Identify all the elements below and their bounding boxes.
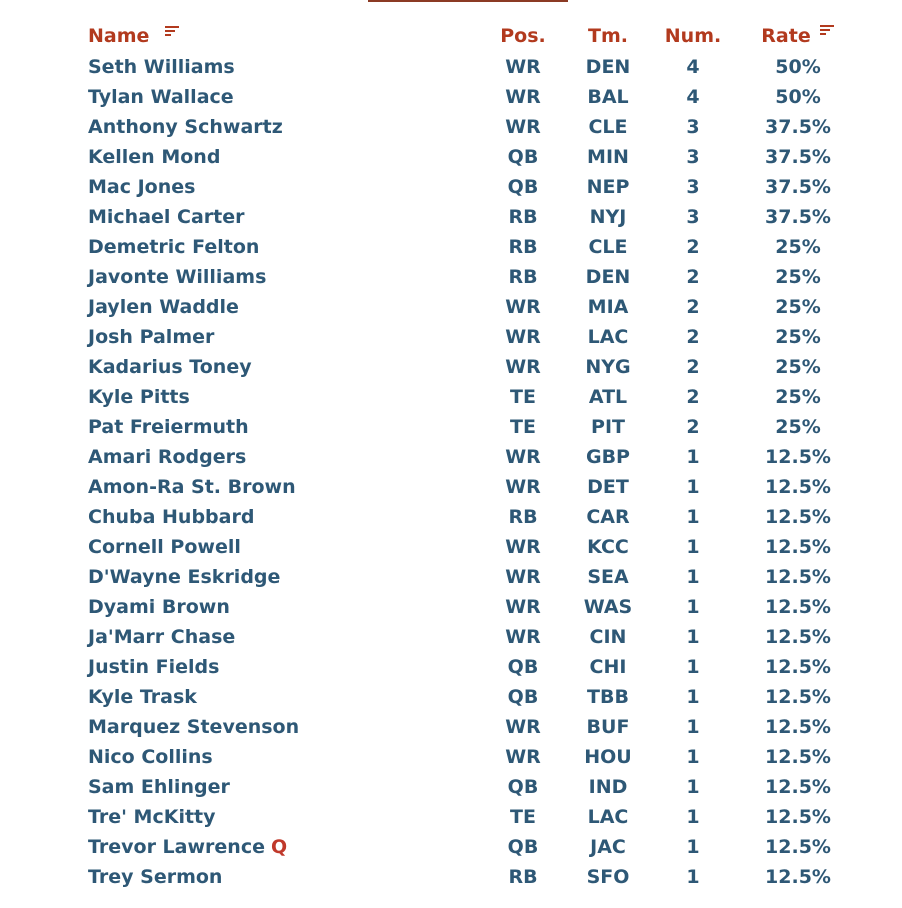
position-cell: RB <box>508 266 538 288</box>
rate-cell: 12.5% <box>765 776 831 798</box>
position-cell: TE <box>510 416 536 438</box>
count-cell: 1 <box>686 686 700 708</box>
table-row[interactable] <box>78 772 858 802</box>
player-name[interactable]: Anthony Schwartz <box>88 116 283 138</box>
player-name[interactable]: Kadarius Toney <box>88 356 252 378</box>
table-body <box>78 52 858 892</box>
count-cell: 1 <box>686 806 700 828</box>
team-cell: CAR <box>586 506 630 528</box>
rate-cell: 25% <box>775 326 821 348</box>
position-cell: RB <box>508 236 538 258</box>
position-cell: WR <box>505 476 541 498</box>
player-name-cell <box>78 532 478 562</box>
count-cell: 2 <box>686 326 700 348</box>
player-name[interactable]: Chuba Hubbard <box>88 506 255 528</box>
team-cell: PIT <box>591 416 625 438</box>
position-cell: WR <box>505 296 541 318</box>
table-row[interactable] <box>78 112 858 142</box>
count-cell: 3 <box>686 116 700 138</box>
rate-cell: 25% <box>775 386 821 408</box>
team-cell: SFO <box>586 866 630 888</box>
count-cell: 1 <box>686 716 700 738</box>
team-cell: MIA <box>587 296 629 318</box>
team-cell: CLE <box>588 116 628 138</box>
rate-cell: 25% <box>775 356 821 378</box>
count-cell: 1 <box>686 476 700 498</box>
column-header-name[interactable] <box>78 20 478 52</box>
sort-descending-icon[interactable] <box>164 25 180 37</box>
player-name[interactable]: Cornell Powell <box>88 536 241 558</box>
count-cell: 2 <box>686 356 700 378</box>
rate-cell: 12.5% <box>765 806 831 828</box>
table-row[interactable] <box>78 412 858 442</box>
table-row[interactable] <box>78 742 858 772</box>
player-name[interactable]: Demetric Felton <box>88 236 260 258</box>
count-cell: 2 <box>686 416 700 438</box>
rate-cell: 37.5% <box>765 146 831 168</box>
table-row[interactable] <box>78 592 858 622</box>
position-cell: WR <box>505 326 541 348</box>
active-tab-indicator <box>368 0 568 2</box>
position-cell: TE <box>510 386 536 408</box>
table-row[interactable] <box>78 82 858 112</box>
table-row[interactable] <box>78 202 858 232</box>
table-row[interactable] <box>78 472 858 502</box>
player-name[interactable]: Michael Carter <box>88 206 245 228</box>
count-cell: 2 <box>686 296 700 318</box>
position-cell: RB <box>508 506 538 528</box>
player-name-cell <box>78 82 478 112</box>
team-cell: WAS <box>583 596 633 618</box>
player-name-cell <box>78 112 478 142</box>
player-name-cell <box>78 262 478 292</box>
team-cell: MIN <box>587 146 629 168</box>
player-name-cell <box>78 352 478 382</box>
rate-cell: 25% <box>775 416 821 438</box>
column-header-name-label: Name <box>88 25 150 47</box>
team-cell: LAC <box>587 326 629 348</box>
count-cell: 1 <box>686 536 700 558</box>
player-name[interactable]: Marquez Stevenson <box>88 716 300 738</box>
count-cell: 1 <box>686 626 700 648</box>
rate-cell: 50% <box>775 56 821 78</box>
rate-cell: 12.5% <box>765 836 831 858</box>
team-cell: LAC <box>587 806 629 828</box>
player-name-cell <box>78 862 478 892</box>
team-cell: KCC <box>587 536 629 558</box>
player-name-cell <box>78 232 478 262</box>
rate-cell: 37.5% <box>765 206 831 228</box>
rate-cell: 50% <box>775 86 821 108</box>
player-name-cell <box>78 202 478 232</box>
team-cell: HOU <box>584 746 632 768</box>
player-name-cell <box>78 142 478 172</box>
rate-cell: 12.5% <box>765 506 831 528</box>
table-row[interactable] <box>78 682 858 712</box>
player-name[interactable]: Amari Rodgers <box>88 446 247 468</box>
player-name[interactable]: Jaylen Waddle <box>88 296 239 318</box>
rate-cell: 12.5% <box>765 656 831 678</box>
position-cell: WR <box>505 596 541 618</box>
player-name-cell <box>78 502 478 532</box>
table-row[interactable] <box>78 562 858 592</box>
player-name[interactable]: Kyle Trask <box>88 686 197 708</box>
position-cell: TE <box>510 806 536 828</box>
table-row[interactable] <box>78 322 858 352</box>
team-cell: DEN <box>585 266 631 288</box>
table-row[interactable] <box>78 442 858 472</box>
position-cell: QB <box>507 776 539 798</box>
player-name[interactable]: Mac Jones <box>88 176 196 198</box>
player-name[interactable]: Trey Sermon <box>88 866 223 888</box>
team-cell: NEP <box>586 176 630 198</box>
player-name-cell <box>78 742 478 772</box>
team-cell: NYG <box>585 356 631 378</box>
position-cell: WR <box>505 116 541 138</box>
count-cell: 1 <box>686 446 700 468</box>
position-cell: QB <box>507 656 539 678</box>
player-name-cell <box>78 172 478 202</box>
count-cell: 1 <box>686 746 700 768</box>
table-row[interactable] <box>78 52 858 82</box>
count-cell: 4 <box>686 86 700 108</box>
table-row[interactable] <box>78 232 858 262</box>
position-cell: RB <box>508 206 538 228</box>
player-name-cell <box>78 802 478 832</box>
team-cell: JAC <box>590 836 626 858</box>
count-cell: 3 <box>686 146 700 168</box>
table-row[interactable] <box>78 142 858 172</box>
player-name[interactable]: Kyle Pitts <box>88 386 190 408</box>
team-cell: CHI <box>589 656 627 678</box>
column-header-pos[interactable]: Pos. <box>500 25 546 47</box>
rate-cell: 12.5% <box>765 536 831 558</box>
player-name[interactable]: Josh Palmer <box>88 326 215 348</box>
player-name-cell <box>78 322 478 352</box>
table-row[interactable] <box>78 172 858 202</box>
team-cell: TBB <box>587 686 629 708</box>
player-name-cell <box>78 652 478 682</box>
rate-cell: 12.5% <box>765 626 831 648</box>
team-cell: NYJ <box>589 206 627 228</box>
player-name[interactable]: D'Wayne Eskridge <box>88 566 281 588</box>
rate-cell: 37.5% <box>765 116 831 138</box>
team-cell: GBP <box>585 446 630 468</box>
table-row[interactable] <box>78 832 858 862</box>
player-name-cell <box>78 682 478 712</box>
player-name-cell <box>78 562 478 592</box>
position-cell: WR <box>505 86 541 108</box>
position-cell: QB <box>507 836 539 858</box>
column-header-num[interactable]: Num. <box>664 25 722 47</box>
count-cell: 2 <box>686 236 700 258</box>
team-cell: CLE <box>588 236 628 258</box>
column-header-rate-label: Rate <box>761 25 811 47</box>
team-cell: CIN <box>589 626 627 648</box>
rate-cell: 12.5% <box>765 866 831 888</box>
position-cell: WR <box>505 746 541 768</box>
player-name-cell <box>78 622 478 652</box>
player-name-cell <box>78 712 478 742</box>
rate-cell: 12.5% <box>765 446 831 468</box>
table-row[interactable] <box>78 382 858 412</box>
player-name-cell <box>78 412 478 442</box>
player-name[interactable]: Ja'Marr Chase <box>88 626 236 648</box>
player-name-cell <box>78 52 478 82</box>
position-cell: WR <box>505 446 541 468</box>
team-cell: BAL <box>587 86 629 108</box>
column-header-rate[interactable] <box>738 20 858 52</box>
count-cell: 3 <box>686 176 700 198</box>
player-name[interactable]: Dyami Brown <box>88 596 230 618</box>
player-name[interactable]: Sam Ehlinger <box>88 776 230 798</box>
table-row[interactable] <box>78 532 858 562</box>
count-cell: 1 <box>686 866 700 888</box>
player-status-badge: Q <box>270 836 288 858</box>
player-name-cell <box>78 442 478 472</box>
count-cell: 2 <box>686 386 700 408</box>
table-row[interactable] <box>78 502 858 532</box>
count-cell: 3 <box>686 206 700 228</box>
player-name[interactable]: Kellen Mond <box>88 146 221 168</box>
player-name-cell <box>78 592 478 622</box>
position-cell: QB <box>507 176 539 198</box>
count-cell: 1 <box>686 566 700 588</box>
count-cell: 1 <box>686 596 700 618</box>
count-cell: 1 <box>686 506 700 528</box>
table-header-row <box>78 20 858 52</box>
team-cell: BUF <box>586 716 630 738</box>
rate-cell: 25% <box>775 296 821 318</box>
rate-cell: 12.5% <box>765 746 831 768</box>
position-cell: WR <box>505 56 541 78</box>
position-cell: WR <box>505 566 541 588</box>
sort-descending-icon[interactable] <box>819 24 835 36</box>
rate-cell: 25% <box>775 266 821 288</box>
player-name[interactable]: Pat Freiermuth <box>88 416 249 438</box>
count-cell: 1 <box>686 776 700 798</box>
rate-cell: 12.5% <box>765 716 831 738</box>
player-name[interactable]: Nico Collins <box>88 746 213 768</box>
player-name[interactable]: Tre' McKitty <box>88 806 216 828</box>
column-header-tm[interactable]: Tm. <box>588 25 628 47</box>
count-cell: 1 <box>686 836 700 858</box>
table-row[interactable] <box>78 262 858 292</box>
rate-cell: 12.5% <box>765 566 831 588</box>
table-row[interactable] <box>78 802 858 832</box>
player-name-cell <box>78 292 478 322</box>
team-cell: ATL <box>588 386 628 408</box>
rate-cell: 12.5% <box>765 686 831 708</box>
count-cell: 2 <box>686 266 700 288</box>
table-row[interactable] <box>78 712 858 742</box>
player-name[interactable]: Seth Williams <box>88 56 235 78</box>
table-row[interactable] <box>78 862 858 892</box>
table-row[interactable] <box>78 352 858 382</box>
table-row[interactable] <box>78 622 858 652</box>
table-row[interactable] <box>78 652 858 682</box>
count-cell: 4 <box>686 56 700 78</box>
count-cell: 1 <box>686 656 700 678</box>
player-name-cell <box>78 472 478 502</box>
position-cell: WR <box>505 716 541 738</box>
player-name[interactable]: Justin Fields <box>88 656 220 678</box>
rate-cell: 25% <box>775 236 821 258</box>
player-name-cell <box>78 832 478 862</box>
player-name-cell <box>78 382 478 412</box>
player-name[interactable]: Javonte Williams <box>88 266 267 288</box>
position-cell: QB <box>507 146 539 168</box>
position-cell: WR <box>505 536 541 558</box>
team-cell: SEA <box>587 566 629 588</box>
rate-cell: 12.5% <box>765 476 831 498</box>
position-cell: RB <box>508 866 538 888</box>
team-cell: IND <box>588 776 628 798</box>
player-name-cell <box>78 772 478 802</box>
rate-cell: 12.5% <box>765 596 831 618</box>
table-row[interactable] <box>78 292 858 322</box>
position-cell: WR <box>505 626 541 648</box>
team-cell: DEN <box>585 56 631 78</box>
position-cell: QB <box>507 686 539 708</box>
players-table <box>78 20 858 892</box>
player-name[interactable]: Trevor Lawrence <box>88 836 265 858</box>
player-name[interactable]: Amon-Ra St. Brown <box>88 476 296 498</box>
position-cell: WR <box>505 356 541 378</box>
player-name[interactable]: Tylan Wallace <box>88 86 234 108</box>
team-cell: DET <box>587 476 629 498</box>
rate-cell: 37.5% <box>765 176 831 198</box>
